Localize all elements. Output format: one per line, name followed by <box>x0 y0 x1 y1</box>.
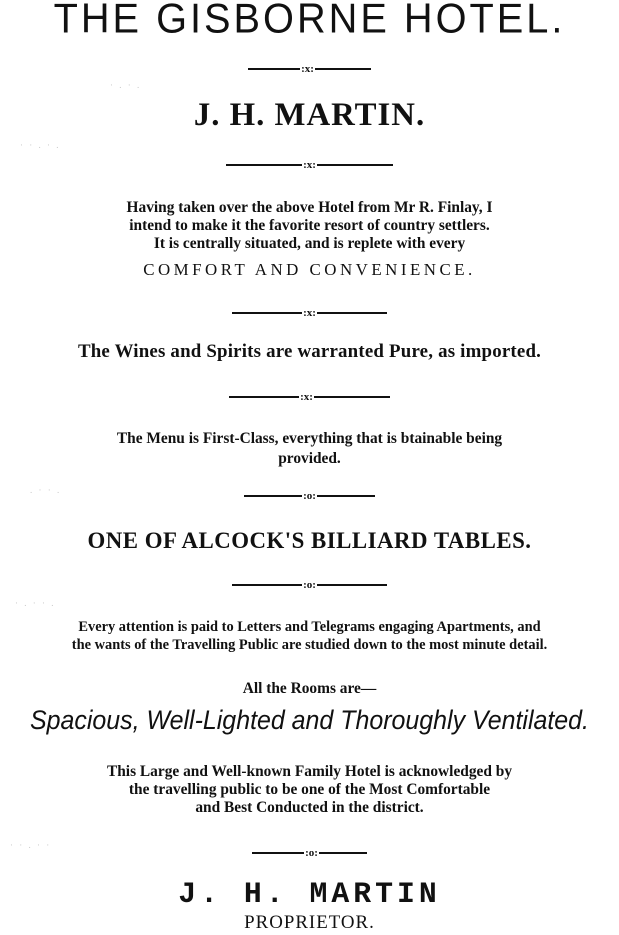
intro-line-1: Having taken over the above Hotel from Mr R. Finlay, I <box>126 199 493 216</box>
divider-4: :x: <box>0 391 619 403</box>
closing-line-3: and Best Conducted in the district. <box>195 799 424 816</box>
menu-line-1: The Menu is First-Class, everything that is btainable being <box>116 430 503 447</box>
owner-name: J. H. MARTIN. <box>193 97 426 133</box>
divider-6: :o: <box>0 579 619 591</box>
print-speckle: · . · . <box>110 80 142 90</box>
print-speckle: . · · . <box>30 485 62 495</box>
divider-7: :o: <box>0 847 619 859</box>
proprietor-title: PROPRIETOR. <box>244 912 375 933</box>
print-speckle: · · . · · <box>10 840 52 850</box>
divider-3: :x: <box>0 307 619 319</box>
intro-line-2: intend to make it the favorite resort of country settlers. <box>129 217 490 234</box>
closing-line-2: the travelling public to be one of the Most Comfortable <box>128 781 491 798</box>
print-speckle: · . · · . <box>15 598 56 608</box>
intro-line-3: It is centrally situated, and is replete with every <box>153 235 466 252</box>
print-speckle: · · . · . <box>20 140 61 150</box>
attention-line-1: Every attention is paid to Letters and Telegrams engaging Apartments, and <box>78 619 541 635</box>
wines-statement: The Wines and Spirits are warranted Pure, as imported. <box>77 341 542 362</box>
attention-line-2: the wants of the Travelling Public are studied down to the most minute detail. <box>71 637 548 653</box>
hotel-title: THE GISBORNE HOTEL. <box>53 0 566 43</box>
closing-line-1: This Large and Well-known Family Hotel is acknowledged by <box>106 763 513 780</box>
rooms-intro: All the Rooms are— <box>242 680 377 697</box>
rooms-headline: Spacious, Well-Lighted and Thoroughly Ventilated. <box>30 705 589 735</box>
proprietor-name: J. H. MARTIN <box>178 877 441 911</box>
billiard-heading: ONE OF ALCOCK'S BILLIARD TABLES. <box>87 528 532 553</box>
divider-2: :x: <box>0 159 619 171</box>
divider-5: :o: <box>0 490 619 502</box>
menu-line-2: provided. <box>278 450 341 467</box>
comfort-heading: COMFORT AND CONVENIENCE. <box>143 260 476 279</box>
divider-1: :x: <box>0 63 619 75</box>
